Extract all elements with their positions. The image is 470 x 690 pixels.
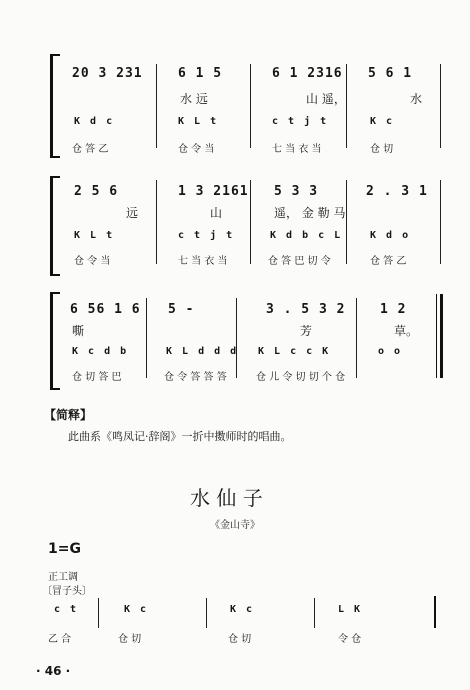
piece-source: 《金山寺》 bbox=[210, 520, 260, 531]
syllable-text: 七 当 衣 当 bbox=[272, 144, 322, 155]
syllable-text: 七 当 衣 当 bbox=[178, 256, 228, 267]
syllable-text: 仓 答 巴 切 令 bbox=[268, 256, 331, 267]
lyric-text: 山 遥， bbox=[306, 92, 346, 106]
syllable-text: 仓 令 答 答 答 bbox=[164, 372, 227, 383]
bar-line bbox=[356, 298, 357, 378]
lyric-text: 草。 bbox=[394, 324, 419, 338]
lyric-text: 远 bbox=[126, 206, 139, 220]
bar-line bbox=[98, 598, 99, 628]
percussion-symbols: o o bbox=[378, 346, 403, 357]
bar-line bbox=[156, 64, 157, 148]
percussion-symbols: c t bbox=[54, 604, 79, 615]
notation-line bbox=[60, 66, 442, 84]
lyric-text: 芳 bbox=[300, 324, 313, 338]
syllable-text: 仓 令 当 bbox=[178, 144, 215, 155]
lyric-text: 嘶 bbox=[72, 324, 85, 338]
lyric-text: 水 远 bbox=[180, 92, 208, 106]
percussion-line bbox=[60, 230, 442, 248]
syllable-text: 仓 令 当 bbox=[74, 256, 111, 267]
measure-notes: 6 56 1 6 bbox=[70, 302, 141, 317]
percussion-symbols: K d b c L bbox=[270, 230, 343, 241]
intro-percussion bbox=[48, 596, 440, 656]
percussion-symbols: L K bbox=[338, 604, 363, 615]
final-bar-line bbox=[436, 294, 437, 378]
system-bracket bbox=[50, 292, 60, 390]
lyrics-line bbox=[60, 204, 442, 222]
key-signature: 1=G bbox=[48, 541, 81, 557]
system-bracket bbox=[50, 176, 60, 276]
measure-notes: 6 1 5 bbox=[178, 66, 223, 81]
bar-line bbox=[250, 180, 251, 264]
notation-line bbox=[60, 184, 442, 202]
bar-line bbox=[440, 180, 441, 264]
lyric-text: 山 bbox=[210, 206, 223, 220]
lyrics-line bbox=[60, 90, 442, 108]
syllable-text: 仓 切 bbox=[118, 634, 142, 645]
score-system-1 bbox=[50, 50, 442, 162]
notation-line bbox=[60, 302, 442, 320]
measure-notes: 2 . 3 1 bbox=[366, 184, 428, 199]
measure-notes: 5 3 3 bbox=[274, 184, 319, 199]
piece-title: 水 仙 子 bbox=[190, 486, 263, 510]
syllable-text: 仓 切 bbox=[370, 144, 394, 155]
percussion-line bbox=[60, 116, 442, 134]
page-number: · 46 · bbox=[36, 664, 71, 678]
measure-notes: 2 5 6 bbox=[74, 184, 119, 199]
syllable-text: 乙 合 bbox=[48, 634, 72, 645]
measure-notes: 5 - bbox=[168, 302, 195, 317]
mode-label: 正工调 bbox=[48, 572, 78, 583]
percussion-syllables bbox=[60, 368, 442, 386]
percussion-symbols: K d o bbox=[370, 230, 411, 241]
lyrics-line bbox=[60, 322, 442, 340]
lyric-text: 水 bbox=[410, 92, 423, 106]
percussion-symbols: K c bbox=[370, 116, 395, 127]
percussion-symbols: K d c bbox=[74, 116, 115, 127]
final-bar-line bbox=[440, 294, 443, 378]
syllable-text: 仓 答 乙 bbox=[72, 144, 109, 155]
final-bar-line bbox=[434, 596, 436, 628]
bar-line bbox=[440, 64, 441, 148]
intro-label: 〔冒子头〕 bbox=[42, 586, 92, 597]
measure-notes: 3 . 5 3 2 bbox=[266, 302, 346, 317]
percussion-symbols: c t j t bbox=[272, 116, 329, 127]
bar-line bbox=[346, 180, 347, 264]
bar-line bbox=[146, 298, 147, 378]
percussion-line bbox=[48, 604, 440, 622]
percussion-symbols: K L t bbox=[178, 116, 219, 127]
bar-line bbox=[206, 598, 207, 628]
bar-line bbox=[314, 598, 315, 628]
bar-line bbox=[236, 298, 237, 378]
percussion-syllables bbox=[60, 252, 442, 270]
note-heading: 【简释】 bbox=[44, 408, 93, 422]
note-body: 此曲系《鸣凤记·辞阁》一折中擞师时的唱曲。 bbox=[68, 430, 292, 443]
measure-notes: 1 3 2161 bbox=[178, 184, 249, 199]
syllable-text: 仓 切 bbox=[228, 634, 252, 645]
percussion-symbols: K c d b bbox=[72, 346, 129, 357]
percussion-symbols: c t j t bbox=[178, 230, 235, 241]
percussion-symbols: K c bbox=[124, 604, 149, 615]
measure-notes: 1 2 bbox=[380, 302, 407, 317]
percussion-symbols: K c bbox=[230, 604, 255, 615]
bar-line bbox=[156, 180, 157, 264]
syllable-text: 仓 答 乙 bbox=[370, 256, 407, 267]
syllable-text: 仓 儿 令 切 切 个 仓 bbox=[256, 372, 346, 383]
bar-line bbox=[250, 64, 251, 148]
score-system-3 bbox=[50, 288, 442, 394]
percussion-symbols: K L c c K bbox=[258, 346, 331, 357]
score-system-2 bbox=[50, 172, 442, 284]
system-bracket bbox=[50, 54, 60, 158]
measure-notes: 5 6 1 bbox=[368, 66, 413, 81]
bar-line bbox=[346, 64, 347, 148]
percussion-line bbox=[60, 346, 442, 364]
lyric-text: 遥， 金 勒 马 bbox=[274, 206, 346, 220]
percussion-syllables bbox=[60, 140, 442, 158]
measure-notes: 6 1 2316 bbox=[272, 66, 343, 81]
syllable-text: 令 仓 bbox=[338, 634, 362, 645]
measure-notes: 20 3 231 bbox=[72, 66, 143, 81]
percussion-symbols: K L d d d bbox=[166, 346, 239, 357]
percussion-symbols: K L t bbox=[74, 230, 115, 241]
percussion-syllables bbox=[48, 630, 440, 648]
syllable-text: 仓 切 答 巴 bbox=[72, 372, 122, 383]
